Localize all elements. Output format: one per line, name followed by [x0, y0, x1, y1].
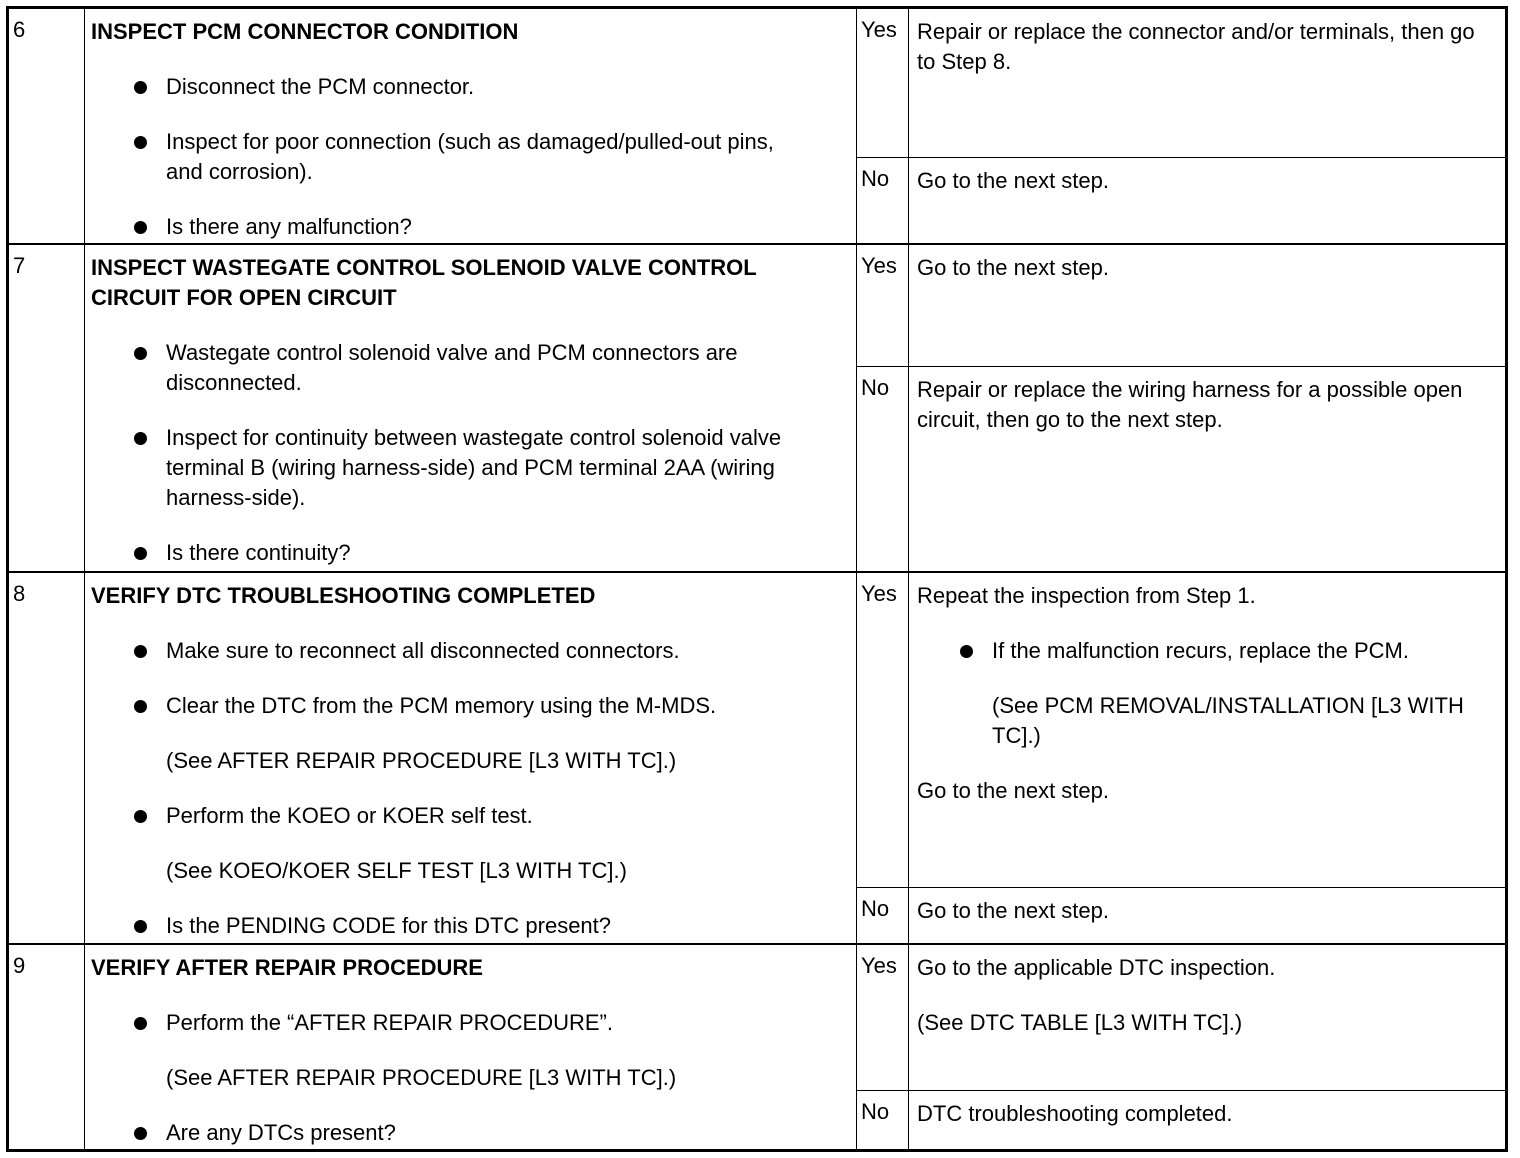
no-answer [857, 1091, 1505, 1149]
bullet-icon [134, 700, 147, 713]
list-item [91, 911, 816, 941]
bullet-text: Wastegate control solenoid valve and PCM connectors are disconnected. [166, 340, 738, 395]
list-item [91, 801, 816, 831]
no-answer [857, 888, 1505, 943]
bullet-icon [134, 920, 147, 933]
yes-answer [857, 245, 1505, 367]
answer-text: Repeat the inspection from Step 1. [917, 583, 1256, 608]
answer-text: Repair or replace the wiring harness for a possible open circuit, then go to the next step. [917, 377, 1463, 432]
bullet-icon [134, 547, 147, 560]
no-text [909, 367, 1505, 571]
reference-note: (See AFTER REPAIR PROCEDURE [L3 WITH TC].) [166, 1065, 677, 1090]
bullet-text: Is there any malfunction? [166, 214, 412, 239]
step-title: INSPECT PCM CONNECTOR CONDITION [91, 19, 519, 44]
table-row [9, 245, 1505, 573]
bullet-text: Perform the “AFTER REPAIR PROCEDURE”. [166, 1010, 613, 1035]
bullet-icon [134, 1017, 147, 1030]
bullet-icon [134, 810, 147, 823]
answer-text: Repair or replace the connector and/or terminals, then go to Step 8. [917, 19, 1475, 74]
step-title: INSPECT WASTEGATE CONTROL SOLENOID VALVE CONTROL CIRCUIT FOR OPEN CIRCUIT [91, 255, 757, 310]
bullet-text: Inspect for continuity between wastegate control solenoid valve terminal B (wiring harness-side) and PCM terminal 2AA (wiring harness-side). [166, 425, 782, 510]
bullet-text: Disconnect the PCM connector. [166, 74, 475, 99]
answer-text: Go to the next step. [917, 898, 1110, 923]
bullet-icon [134, 1127, 147, 1140]
list-item [91, 212, 816, 242]
bullet-text: Make sure to reconnect all disconnected connectors. [166, 638, 680, 663]
list-item [91, 691, 816, 721]
step-number: 6 [9, 9, 85, 243]
no-text [909, 158, 1505, 243]
list-item [91, 72, 816, 102]
no-text [909, 888, 1505, 943]
bullet-icon [134, 347, 147, 360]
bullet-icon [134, 81, 147, 94]
yes-text [909, 573, 1505, 887]
table-row [9, 573, 1505, 945]
list-item [91, 538, 816, 568]
answer-text: (See DTC TABLE [L3 WITH TC].) [917, 1010, 1243, 1035]
troubleshooting-table [6, 6, 1508, 1152]
list-item [91, 423, 816, 513]
no-label: No [857, 158, 909, 243]
bullet-text: Inspect for poor connection (such as damaged/pulled-out pins, and corrosion). [166, 129, 774, 184]
no-label: No [857, 367, 909, 571]
no-answer [857, 367, 1505, 571]
bullet-text: Is the PENDING CODE for this DTC present? [166, 913, 612, 938]
reference-note: (See KOEO/KOER SELF TEST [L3 WITH TC].) [166, 858, 627, 883]
yes-text [909, 9, 1505, 157]
yes-text [909, 245, 1505, 366]
step-description [85, 573, 857, 943]
answer-text: Go to the next step. [917, 168, 1110, 193]
step-number: 8 [9, 573, 85, 943]
list-item [91, 1008, 816, 1038]
no-label: No [857, 1091, 909, 1149]
step-description [85, 245, 857, 571]
bullet-icon [134, 432, 147, 445]
list-item [91, 1118, 816, 1148]
yes-label: Yes [857, 9, 909, 157]
no-answer [857, 158, 1505, 243]
bullet-text: Clear the DTC from the PCM memory using the M-MDS. [166, 693, 717, 718]
yes-answer [857, 573, 1505, 888]
reference-note: (See AFTER REPAIR PROCEDURE [L3 WITH TC].) [166, 748, 677, 773]
answer-text: DTC troubleshooting completed. [917, 1101, 1233, 1126]
yes-label: Yes [857, 945, 909, 1090]
step-description [85, 9, 857, 243]
bullet-icon [134, 136, 147, 149]
reference-note: (See PCM REMOVAL/INSTALLATION [L3 WITH TC].) [992, 693, 1464, 748]
list-item [91, 636, 816, 666]
step-number: 7 [9, 245, 85, 571]
yes-answer [857, 9, 1505, 158]
list-item [91, 127, 816, 187]
bullet-text: If the malfunction recurs, replace the PCM. [992, 638, 1409, 663]
answer-text: Go to the applicable DTC inspection. [917, 955, 1276, 980]
no-label: No [857, 888, 909, 943]
table-row [9, 945, 1505, 1149]
yes-label: Yes [857, 245, 909, 366]
bullet-icon [960, 645, 973, 658]
yes-text [909, 945, 1505, 1090]
answer-text: Go to the next step. [917, 778, 1110, 803]
bullet-icon [134, 221, 147, 234]
no-text [909, 1091, 1505, 1149]
step-title: VERIFY DTC TROUBLESHOOTING COMPLETED [91, 583, 596, 608]
step-title: VERIFY AFTER REPAIR PROCEDURE [91, 955, 483, 980]
list-item [91, 338, 816, 398]
step-description [85, 945, 857, 1149]
bullet-text: Perform the KOEO or KOER self test. [166, 803, 533, 828]
list-item [917, 636, 1497, 666]
yes-label: Yes [857, 573, 909, 887]
step-number: 9 [9, 945, 85, 1149]
bullet-text: Are any DTCs present? [166, 1120, 396, 1145]
bullet-icon [134, 645, 147, 658]
yes-answer [857, 945, 1505, 1091]
bullet-text: Is there continuity? [166, 540, 351, 565]
table-row [9, 9, 1505, 245]
answer-text: Go to the next step. [917, 255, 1110, 280]
